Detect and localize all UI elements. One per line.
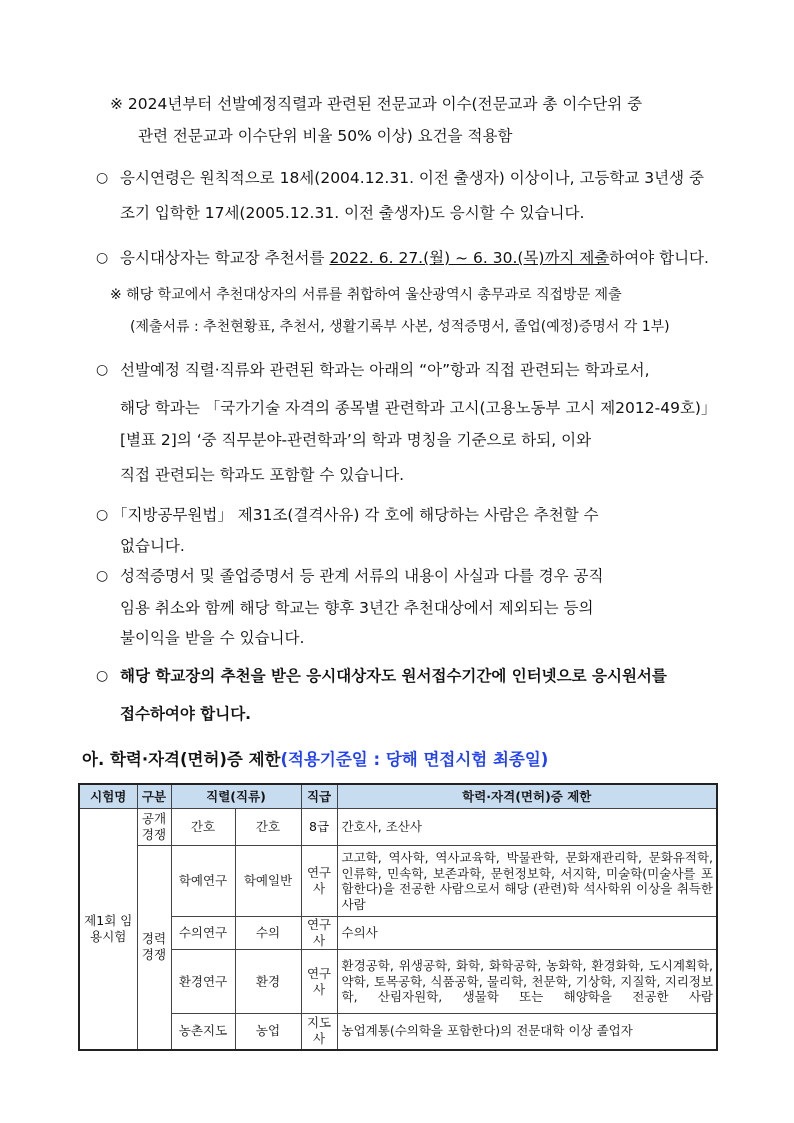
false-document-line2: 임용 취소와 함께 해당 학교는 향후 3년간 추천대상에서 제외되는 등의 [120, 599, 594, 617]
bullet-icon: ○ [96, 250, 109, 266]
header-exam: 시험명 [79, 784, 137, 809]
table-row [79, 809, 717, 846]
false-document-line1: 성적증명서 및 졸업증명서 등 관계 서류의 내용이 사실과 다를 경우 공직 [120, 567, 604, 585]
online-application-line1: 해당 학교장의 추천을 받은 응시대상자도 원서접수기간에 인터넷으로 응시원서를 [120, 667, 667, 685]
bullet-icon: ○ [96, 170, 109, 186]
section-title-main: 아. 학력·자격(면허)증 제한 [82, 750, 281, 769]
cell-sub: 농업 [235, 1014, 301, 1050]
cell-series: 간호 [171, 809, 235, 846]
header-type: 구분 [137, 784, 171, 809]
note-submission-line2: (제출서류 : 추천현황표, 추천서, 생활기록부 사본, 성적증명서, 졸업(예정)증명서 각 1부) [130, 319, 670, 335]
related-dept-line4: 직접 관련되는 학과도 포함할 수 있습니다. [120, 466, 405, 484]
submission-text-before: 응시대상자는 학교장 추천서를 [120, 249, 330, 267]
table-row [79, 917, 717, 950]
cell-series: 수의연구 [171, 917, 235, 950]
online-application-line2: 접수하여야 합니다. [120, 705, 252, 723]
cell-desc: 수의사 [337, 917, 717, 950]
note-2024-line2: 관련 전문교과 이수단위 비율 50% 이상) 요건을 적용함 [138, 127, 513, 145]
cell-grade: 연구사 [301, 846, 337, 917]
header-job: 직렬(직류) [171, 784, 301, 809]
cell-sub: 수의 [235, 917, 301, 950]
bullet-icon: ○ [96, 668, 109, 684]
table-row [79, 950, 717, 1014]
related-dept-line1: 선발예정 직렬·직류와 관련된 학과는 아래의 “아”항과 직접 관련되는 학과로서, [120, 361, 650, 379]
cell-series: 농촌지도 [171, 1014, 235, 1050]
bullet-icon: ○ [96, 507, 109, 523]
table-row [79, 1014, 717, 1050]
submission-deadline [120, 248, 709, 268]
submission-date-underlined: 2022. 6. 27.(월) ~ 6. 30.(목)까지 제출 [329, 249, 610, 267]
bullet-icon: ○ [96, 362, 109, 378]
disqualification-line1: 「지방공무원법」 제31조(결격사유) 각 호에 해당하는 사람은 추천할 수 [112, 506, 599, 524]
cell-grade: 8급 [301, 809, 337, 846]
header-restriction: 학력·자격(면허)증 제한 [337, 784, 717, 809]
cell-grade: 연구사 [301, 917, 337, 950]
cell-sub: 학예일반 [235, 846, 301, 917]
age-requirement-line2: 조기 입학한 17세(2005.12.31. 이전 출생자)도 응시할 수 있습니다. [120, 204, 585, 222]
cell-grade: 연구사 [301, 950, 337, 1014]
cell-sub: 간호 [235, 809, 301, 846]
cell-sub: 환경 [235, 950, 301, 1014]
note-submission-line1: ※ 해당 학교에서 추천대상자의 서류를 취합하여 울산광역시 총무과로 직접방문 제출 [110, 287, 622, 303]
bullet-icon: ○ [96, 568, 109, 584]
disqualification-line2: 없습니다. [120, 537, 185, 555]
related-dept-line3: [별표 2]의 ‘중 직무분야-관련학과’의 학과 명칭을 기준으로 하되, 이와 [120, 431, 592, 449]
cell-exam-name: 제1회 임용시험 [79, 809, 137, 1050]
cell-type-career: 경력 경쟁 [137, 846, 171, 1050]
cell-desc: 농업계통(수의학을 포함한다)의 전문대학 이상 졸업자 [337, 1014, 717, 1050]
table-header-row [79, 784, 717, 809]
cell-desc: 환경공학, 위생공학, 화학, 화학공학, 농화학, 환경화학, 도시계획학, 약학, 토목공학, 식품공학, 물리학, 천문학, 기상학, 지질학, 지리정보학, 산림자원학, 생물학 또는 해양학을 전공한 사람 [337, 950, 717, 1014]
cell-desc: 고고학, 역사학, 역사교육학, 박물관학, 문화재관리학, 문화유적학, 인류학, 민속학, 보존과학, 문헌정보학, 서지학, 미술학(미술사를 포함한다)을 전공한 사람으로서 해당 (관련)학 석사학위 이상을 취득한 사람 [337, 846, 717, 917]
cell-type-open: 공개 경쟁 [137, 809, 171, 846]
age-requirement-line1: 응시연령은 원칙적으로 18세(2004.12.31. 이전 출생자) 이상이나, 고등학교 3년생 중 [120, 169, 704, 187]
cell-series: 학예연구 [171, 846, 235, 917]
section-title-note: (적용기준일 : 당해 면접시험 최종일) [280, 750, 549, 769]
cell-grade: 지도사 [301, 1014, 337, 1050]
submission-text-after: 하여야 합니다. [609, 249, 709, 267]
table-row [79, 846, 717, 917]
qualification-table [78, 783, 718, 1051]
related-dept-line2: 해당 학과는 「국가기술 자격의 종목별 관련학과 고시(고용노동부 고시 제2012-49호)」 [120, 399, 717, 417]
false-document-line3: 불이익을 받을 수 있습니다. [120, 629, 305, 647]
cell-series: 환경연구 [171, 950, 235, 1014]
header-grade: 직급 [301, 784, 337, 809]
section-title [82, 746, 548, 770]
note-2024-line1: ※ 2024년부터 선발예정직렬과 관련된 전문교과 이수(전문교과 총 이수단위 중 [110, 95, 643, 113]
cell-desc: 간호사, 조산사 [337, 809, 717, 846]
